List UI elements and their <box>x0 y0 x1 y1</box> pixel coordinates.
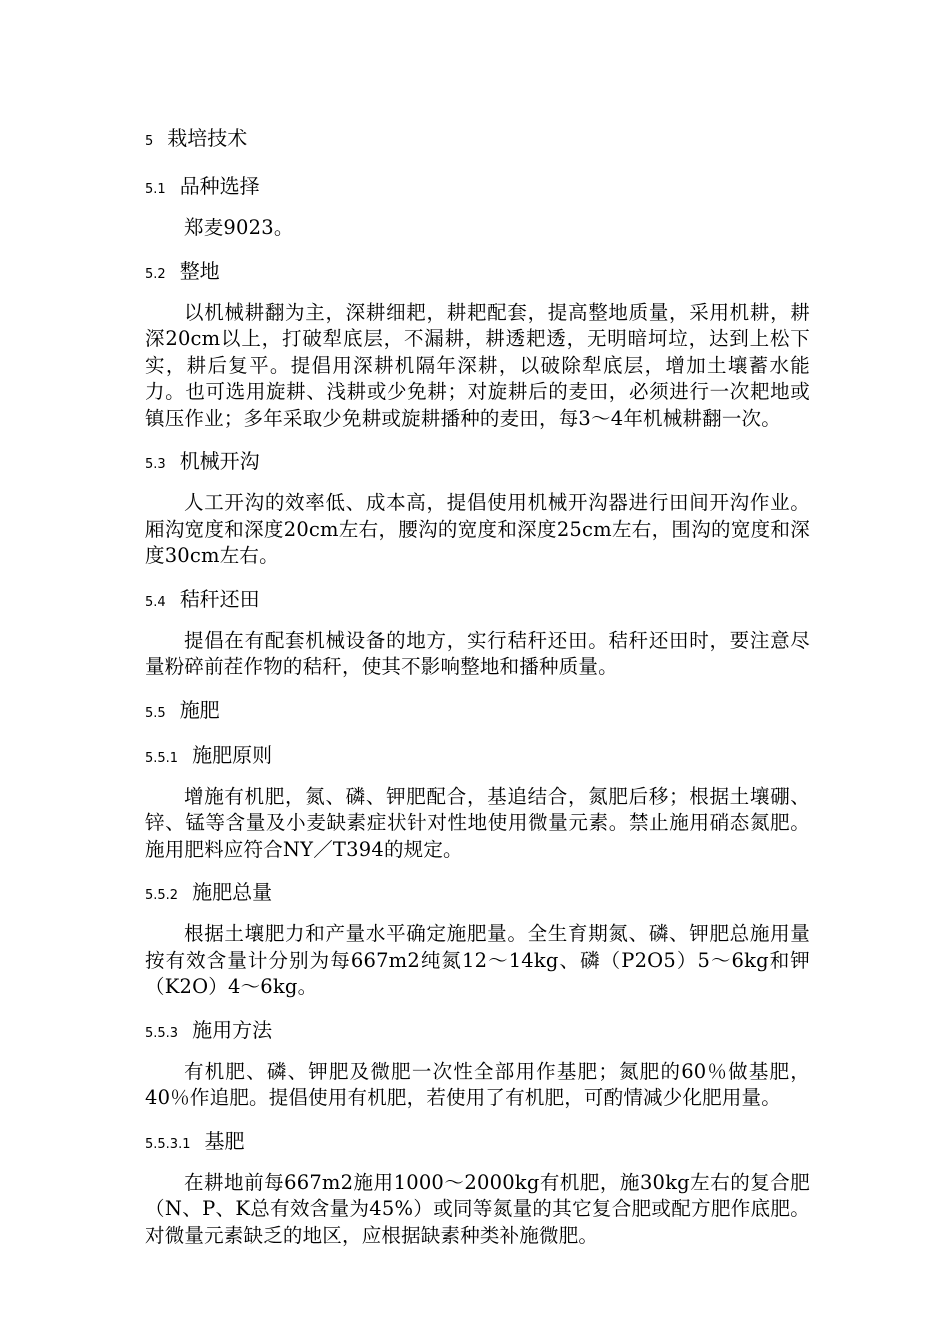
document-body <box>145 122 810 1249</box>
heading-5 <box>145 122 810 152</box>
paragraph-5-2: 以机械耕翻为主，深耕细耙，耕耙配套，提高整地质量，采用机耕，耕深20cm以上，打破犁底层，不漏耕，耕透耙透，无明暗坷垃，达到上松下实，耕后复平。提倡用深耕机隔年深耕，以破除犁底层，增加土壤蓄水能力。也可选用旋耕、浅耕或少免耕；对旋耕后的麦田，必须进行一次耙地或镇压作业；多年采取少免耕或旋耕播种的麦田，每3～4年机械耕翻一次。 <box>145 300 810 430</box>
paragraph-5-5-3-1: 在耕地前每667m2施用1000～2000kg有机肥，施30kg左右的复合肥（N、P、K总有效含量为45%）或同等氮量的其它复合肥或配方肥作底肥。对微量元素缺乏的地区，应根据缺素种类补施微肥。 <box>145 1170 810 1247</box>
section-title: 秸秆还田 <box>179 586 260 611</box>
heading-5-4 <box>145 583 810 613</box>
paragraph-5-1: 郑麦9023。 <box>184 216 294 239</box>
section-title: 机械开沟 <box>179 449 260 473</box>
section-title: 施用方法 <box>192 1017 273 1042</box>
section-number: 5 <box>145 134 154 149</box>
paragraph-5-3: 人工开沟的效率低、成本高，提倡使用机械开沟器进行田间开沟作业。厢沟宽度和深度20cm左右，腰沟的宽度和深度25cm左右，围沟的宽度和深度30cm左右。 <box>145 491 810 567</box>
section-title: 施肥总量 <box>192 880 273 904</box>
section-number: 5.4 <box>145 594 166 610</box>
heading-5-1 <box>145 170 810 200</box>
heading-5-5-3-1 <box>145 1125 810 1155</box>
section-title: 施肥原则 <box>192 742 273 767</box>
section-title: 施肥 <box>179 697 220 722</box>
section-number: 5.2 <box>145 266 166 282</box>
heading-5-2 <box>145 255 810 285</box>
section-title: 整地 <box>179 258 220 283</box>
section-title: 栽培技术 <box>167 126 248 150</box>
paragraph-5-4: 提倡在有配套机械设备的地方，实行秸秆还田。秸秆还田时，要注意尽量粉碎前茬作物的秸秆，使其不影响整地和播种质量。 <box>145 628 810 678</box>
section-number: 5.5.1 <box>145 750 179 766</box>
section-number: 5.1 <box>145 182 166 197</box>
section-number: 5.5.3.1 <box>145 1136 191 1152</box>
heading-5-3 <box>145 445 810 475</box>
heading-5-5-1 <box>145 739 810 769</box>
heading-5-5-3 <box>145 1014 810 1044</box>
heading-5-5-2 <box>145 876 810 906</box>
section-number: 5.5.3 <box>145 1025 179 1041</box>
section-title: 基肥 <box>204 1128 245 1153</box>
section-number: 5.3 <box>145 457 166 472</box>
paragraph-5-5-1: 增施有机肥，氮、磷、钾肥配合，基追结合，氮肥后移；根据土壤硼、锌、锰等含量及小麦缺素症状针对性地使用微量元素。禁止施用硝态氮肥。施用肥料应符合NY／T394的规定。 <box>145 784 810 861</box>
paragraph-5-5-3: 有机肥、磷、钾肥及微肥一次性全部用作基肥；氮肥的60％做基肥，40％作追肥。提倡使用有机肥，若使用了有机肥，可酌情减少化肥用量。 <box>145 1059 810 1109</box>
section-title: 品种选择 <box>179 174 260 198</box>
section-number: 5.5.2 <box>145 888 179 903</box>
paragraph-5-5-2: 根据土壤肥力和产量水平确定施肥量。全生育期氮、磷、钾肥总施用量按有效含量计分别为每667m2纯氮12～14kg、磷（P2O5）5～6kg和钾（K2O）4～6kg。 <box>145 922 810 998</box>
section-number: 5.5 <box>145 705 166 721</box>
heading-5-5 <box>145 694 810 724</box>
